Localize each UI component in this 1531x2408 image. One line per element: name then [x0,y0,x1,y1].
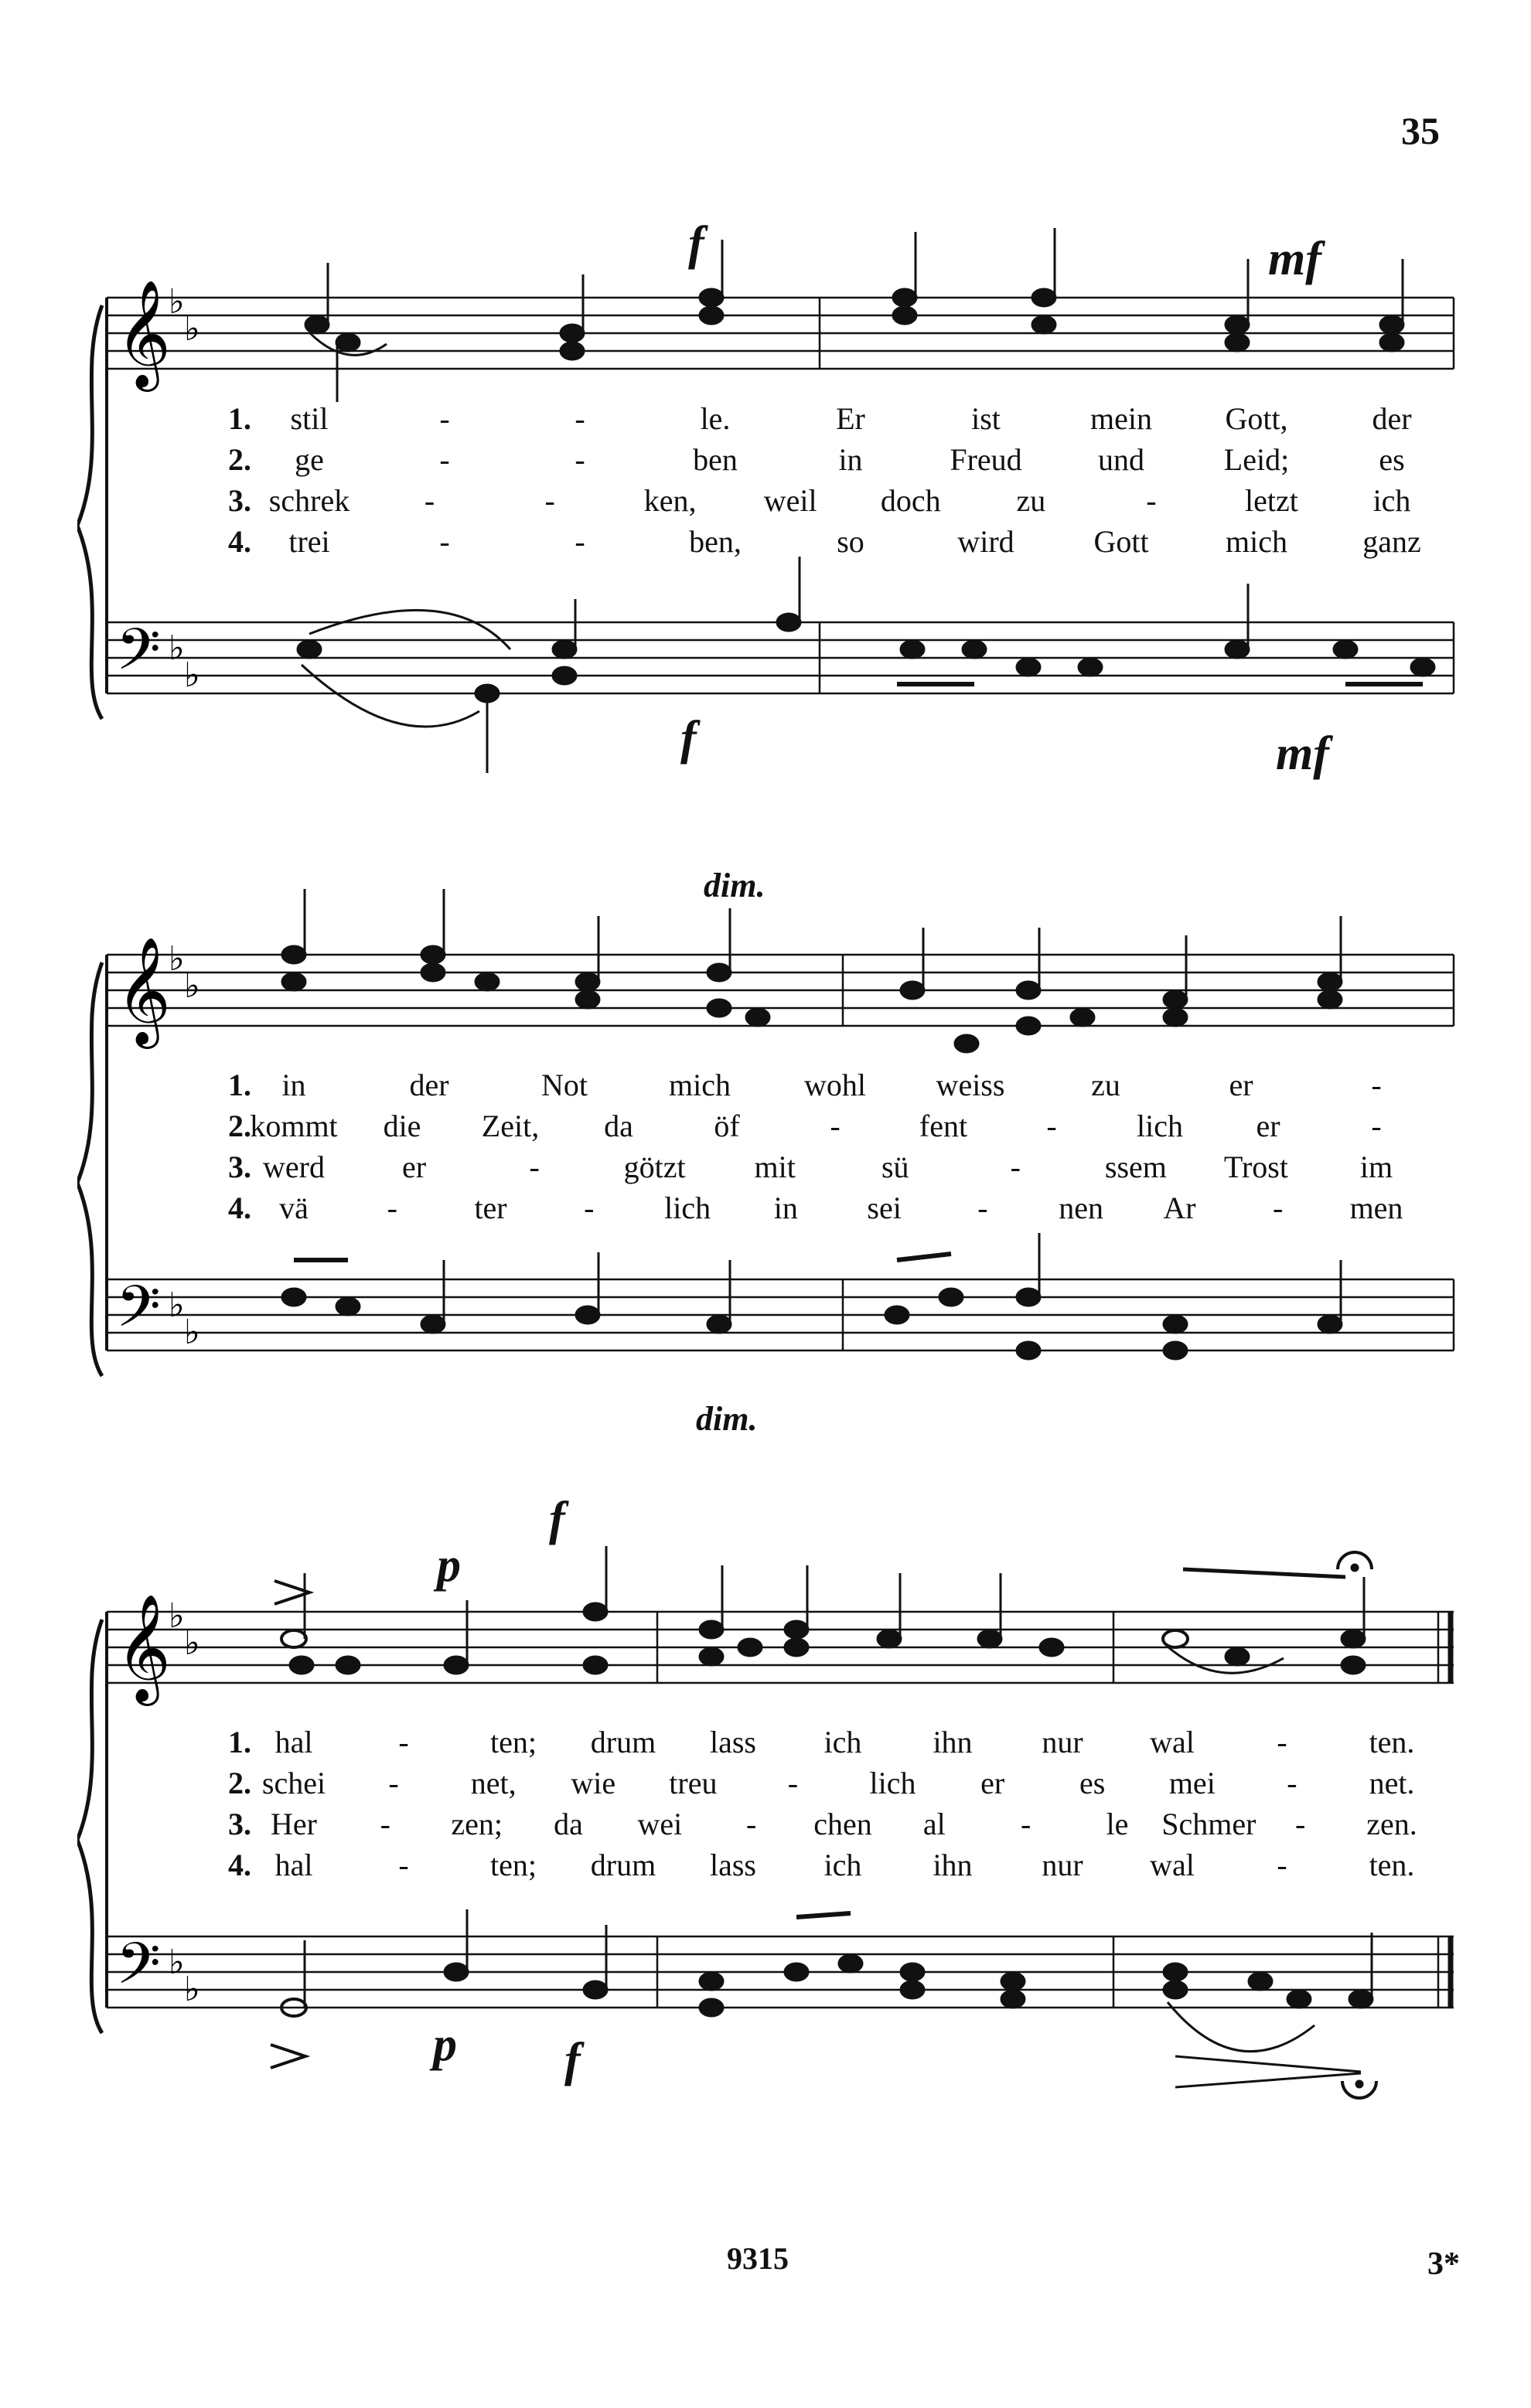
lyric-syllable: lich [869,1766,916,1800]
lyric-syllable: sei [867,1190,902,1225]
lyric-syllable: Freud [950,442,1022,477]
lyric-syllable: im [1359,1150,1393,1184]
lyric-line [77,441,1469,485]
lyric-syllable: kommt [250,1109,338,1143]
lyric-syllable: wohl [804,1068,866,1102]
svg-text:♭: ♭ [184,966,200,1006]
syllable-hyphen: - [1277,1725,1287,1759]
syllable-hyphen: - [1273,1190,1284,1225]
lyric-syllable: es [1379,442,1405,477]
verse-number: 3. [228,1807,251,1841]
lyric-syllable: trei [288,524,330,559]
lyric-syllable: zen; [451,1807,503,1841]
lyric-syllable: wird [957,524,1014,559]
svg-text:♭: ♭ [184,656,200,695]
verse-number: 1. [228,401,251,436]
lyric-syllable: zen. [1366,1807,1417,1841]
syllable-hyphen: - [1010,1150,1021,1184]
lyric-syllable: nur [1042,1848,1083,1882]
lyric-syllable: chen [813,1807,872,1841]
lyric-syllable: ben, [689,524,742,559]
lyric-syllable: der [1372,401,1412,436]
syllable-hyphen: - [977,1190,988,1225]
verse-number: 1. [228,1068,251,1102]
lyric-syllable: Not [541,1068,588,1102]
lyric-syllable: lass [710,1725,756,1759]
lyric-syllable: lich [1137,1109,1183,1143]
syllable-hyphen: - [1020,1807,1031,1841]
lyric-syllable: lass [710,1848,756,1882]
svg-text:♭: ♭ [169,1286,185,1325]
syllable-hyphen: - [388,1766,399,1800]
svg-text:♭: ♭ [169,282,185,322]
svg-text:♭: ♭ [184,1313,200,1352]
dynamic-mezzo-forte: mf [1268,233,1321,285]
dynamic-mezzo-forte: mf [1276,727,1329,780]
syllable-hyphen: - [398,1725,409,1759]
lyric-syllable: er [1229,1068,1253,1102]
dynamic-diminuendo: dim. [704,867,766,904]
lyric-syllable: drum [590,1725,656,1759]
lyric-syllable: weil [763,483,817,518]
dynamic-piano: p [437,1539,461,1592]
lyric-syllable: le. [700,401,731,436]
lyric-syllable: net. [1369,1766,1415,1800]
lyric-syllable: ter [474,1190,507,1225]
system-1 [77,216,1469,804]
lyric-syllable: Schmer [1161,1807,1257,1841]
lyric-syllable: nen [1059,1190,1104,1225]
lyric-line [77,1067,1469,1110]
lyric-syllable: ich [823,1848,862,1882]
svg-text:𝄞: 𝄞 [116,280,171,387]
lyric-line [77,1765,1469,1808]
lyric-syllable: Her [271,1807,317,1841]
syllable-hyphen: - [787,1766,799,1800]
svg-text:𝄞: 𝄞 [116,1594,171,1701]
syllable-hyphen: - [439,401,450,436]
lyric-syllable: die [383,1109,421,1143]
lyric-line [77,1806,1469,1849]
lyric-syllable: Trost [1223,1150,1288,1184]
svg-text:𝄞: 𝄞 [116,937,171,1044]
lyric-syllable: ssem [1104,1150,1167,1184]
lyric-line [77,1108,1469,1151]
lyric-syllable: doch [880,483,941,518]
lyric-line [77,482,1469,526]
lyric-syllable: al [922,1807,946,1841]
lyric-syllable: ge [295,442,324,477]
lyric-line [77,523,1469,567]
lyric-syllable: wei [637,1807,683,1841]
lyric-line [77,1724,1469,1767]
dynamic-forte: f [549,1493,565,1545]
lyric-syllable: nur [1042,1725,1083,1759]
verse-number: 3. [228,483,251,518]
svg-text:𝄢: 𝄢 [116,616,161,697]
lyric-syllable: vä [279,1190,309,1225]
lyric-syllable: er [980,1766,1005,1800]
lyric-syllable: Er [836,401,865,436]
lyric-syllable: Ar [1163,1190,1196,1225]
syllable-hyphen: - [1371,1109,1382,1143]
lyric-syllable: da [554,1807,583,1841]
svg-text:♭: ♭ [184,309,200,349]
syllable-hyphen: - [575,524,585,559]
lyric-syllable: weiss [936,1068,1005,1102]
lyric-syllable: Gott [1093,524,1149,559]
syllable-hyphen: - [544,483,555,518]
lyric-syllable: ganz [1362,524,1421,559]
lyric-syllable: ten. [1369,1725,1415,1759]
page-number: 35 [1401,109,1440,152]
syllable-hyphen: - [398,1848,409,1882]
lyric-syllable: treu [669,1766,718,1800]
syllable-hyphen: - [380,1807,390,1841]
syllable-hyphen: - [830,1109,841,1143]
syllable-hyphen: - [1046,1109,1057,1143]
dynamic-forte: f [680,712,697,765]
lyric-line [77,400,1469,444]
syllable-hyphen: - [387,1190,397,1225]
syllable-hyphen: - [745,1807,757,1841]
plate-number: 9315 [727,2241,789,2276]
syllable-hyphen: - [575,442,585,477]
svg-text:♭: ♭ [169,1943,185,1982]
syllable-hyphen: - [1277,1848,1287,1882]
lyric-syllable: ihn [933,1725,973,1759]
lyric-syllable: ten; [490,1725,537,1759]
lyric-syllable: so [837,524,864,559]
lyric-syllable: der [409,1068,449,1102]
system-3 [77,1493,1469,2149]
lyric-syllable: mei [1168,1766,1216,1800]
lyric-syllable: werd [263,1150,325,1184]
signature-mark: 3* [1427,2246,1460,2282]
lyric-syllable: wal [1150,1848,1195,1882]
lyric-syllable: götzt [623,1150,686,1184]
lyric-syllable: mein [1090,401,1152,436]
lyric-syllable: ben [693,442,738,477]
lyric-syllable: Gott, [1225,401,1288,436]
dynamic-piano: p [433,2018,457,2071]
lyric-syllable: men [1349,1190,1403,1225]
svg-text:♭: ♭ [184,1623,200,1663]
verse-number: 4. [228,524,251,559]
lyric-line [77,1190,1469,1233]
lyric-syllable: in [838,442,863,477]
verse-number: 4. [228,1190,251,1225]
lyric-syllable: ten. [1369,1848,1415,1882]
lyric-syllable: ten; [490,1848,537,1882]
verse-number: 4. [228,1848,251,1882]
syllable-hyphen: - [584,1190,595,1225]
lyric-syllable: und [1098,442,1144,477]
syllable-hyphen: - [424,483,435,518]
lyric-syllable: ist [971,401,1001,436]
verse-number: 2. [228,1109,251,1143]
lyric-syllable: ken, [643,483,697,518]
syllable-hyphen: - [575,401,585,436]
syllable-hyphen: - [1371,1068,1382,1102]
lyric-syllable: le [1106,1807,1129,1841]
lyric-syllable: er [1256,1109,1280,1143]
svg-text:♭: ♭ [169,628,185,668]
lyric-syllable: lich [664,1190,711,1225]
lyric-syllable: Leid; [1223,442,1290,477]
verse-number: 2. [228,1766,251,1800]
lyric-syllable: zu [1091,1068,1120,1102]
verse-number: 3. [228,1150,251,1184]
verse-number: 2. [228,442,251,477]
lyric-syllable: ihn [933,1848,973,1882]
lyric-syllable: da [604,1109,633,1143]
lyric-syllable: wie [571,1766,616,1800]
dynamic-diminuendo: dim. [696,1400,758,1438]
syllable-hyphen: - [1146,483,1157,518]
lyric-syllable: hal [274,1725,313,1759]
lyric-syllable: er [402,1150,427,1184]
lyric-syllable: mit [754,1150,796,1184]
lyric-syllable: stil [290,401,329,436]
lyric-syllable: wal [1150,1725,1195,1759]
dynamic-forte: f [564,2034,581,2086]
syllable-hyphen: - [1294,1807,1306,1841]
lyric-line [77,1149,1469,1192]
lyric-syllable: zu [1016,483,1046,518]
lyric-syllable: schei [261,1766,326,1800]
lyric-syllable: ich [823,1725,862,1759]
lyric-syllable: letzt [1245,483,1298,518]
lyric-syllable: öf [714,1109,740,1143]
svg-text:♭: ♭ [169,1596,185,1636]
lyric-syllable: Zeit, [481,1109,540,1143]
lyric-syllable: net, [470,1766,517,1800]
svg-text:♭: ♭ [184,1970,200,2009]
syllable-hyphen: - [439,524,450,559]
lyric-syllable: hal [274,1848,313,1882]
lyric-syllable: in [773,1190,798,1225]
verse-number: 1. [228,1725,251,1759]
syllable-hyphen: - [439,442,450,477]
lyric-syllable: fent [919,1109,968,1143]
svg-text:𝄢: 𝄢 [116,1273,161,1354]
dynamic-forte: f [688,217,704,270]
lyric-line [77,1847,1469,1890]
lyric-syllable: ich [1372,483,1411,518]
lyric-syllable: sü [881,1150,909,1184]
lyric-syllable: mich [669,1068,731,1102]
svg-text:𝄢: 𝄢 [116,1930,161,2011]
system-2 [77,867,1469,1476]
lyric-syllable: drum [590,1848,656,1882]
svg-text:♭: ♭ [169,939,185,979]
lyric-syllable: schrek [268,483,350,518]
lyric-syllable: es [1079,1766,1106,1800]
lyric-syllable: in [281,1068,306,1102]
syllable-hyphen: - [1287,1766,1297,1800]
lyric-syllable: mich [1226,524,1287,559]
syllable-hyphen: - [529,1150,540,1184]
